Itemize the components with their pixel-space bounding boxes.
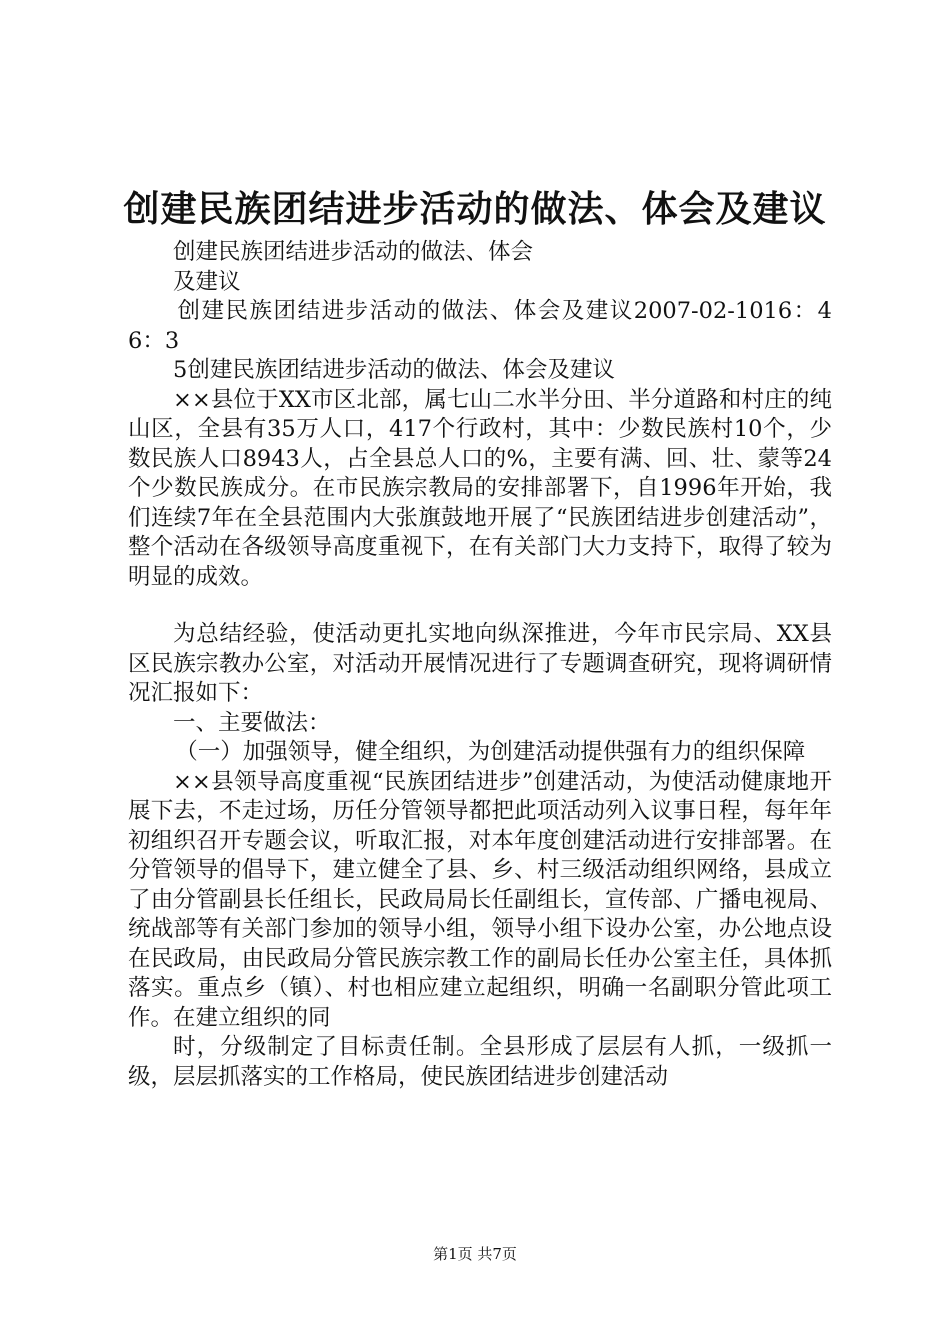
meta-line: 创建民族团结进步活动的做法、体会及建议2007-02-1016：46：3: [128, 298, 832, 354]
section-heading-main-practices: 一、主要做法：: [173, 709, 331, 736]
paragraph-responsibility: 时，分级制定了目标责任制。全县形成了层层有人抓，一级抓一级，层层抓落实的工作格局，使民族团结进步创建活动: [128, 1034, 832, 1090]
subtitle-line-2: 及建议: [173, 268, 241, 295]
paragraph-gap: [128, 592, 832, 620]
meta-line-2: 5创建民族团结进步活动的做法、体会及建议: [173, 357, 615, 383]
paragraph-leadership: ××县领导高度重视“民族团结进步”创建活动，为使活动健康地开展下去，不走过场，历任分管领导都把此项活动列入议事日程，每年年初组织召开专题会议，听取汇报，对本年度创建活动进行安排部署。在分管领导的倡导下，建立健全了县、乡、村三级活动组织网络，县成立了由分管副县长任组长，民政局局长任副组长，宣传部、广播电视局、统战部等有关部门参加的领导小组，领导小组下设办公室，办公地点设在民政局，由民政局分管民族宗教工作的副局长任办公室主任，具体抓落实。重点乡（镇）、村也相应建立起组织，明确一名副职分管此项工作。在建立组织的同: [128, 768, 832, 1031]
subsection-heading-leadership: （一）加强领导，健全组织，为创建活动提供强有力的组织保障: [175, 739, 806, 765]
subtitle-line-1: 创建民族团结进步活动的做法、体会: [173, 239, 534, 265]
paragraph-intro: ××县位于XX市区北部，属七山二水半分田、半分道路和村庄的纯山区，全县有35万人口，417个行政村，其中：少数民族村10个，少数民族人口8943人，占全县总人口的%，主要有满、回、壮、蒙等24个少数民族成分。在市民族宗教局的安排部署下，自1996年开始，我们连续7年在全县范围内大张旗鼓地开展了“民族团结进步创建活动”，整个活动在各级领导高度重视下，在有关部门大力支持下，取得了较为明显的成效。: [128, 386, 832, 590]
document-title: 创建民族团结进步活动的做法、体会及建议: [123, 188, 827, 230]
document-body: [128, 238, 832, 1092]
paragraph-summary: 为总结经验，使活动更扎实地向纵深推进，今年市民宗局、XX县区民族宗教办公室，对活动开展情况进行了专题调查研究，现将调研情况汇报如下：: [128, 621, 832, 706]
page-footer: 第1页 共7页: [433, 1245, 517, 1263]
